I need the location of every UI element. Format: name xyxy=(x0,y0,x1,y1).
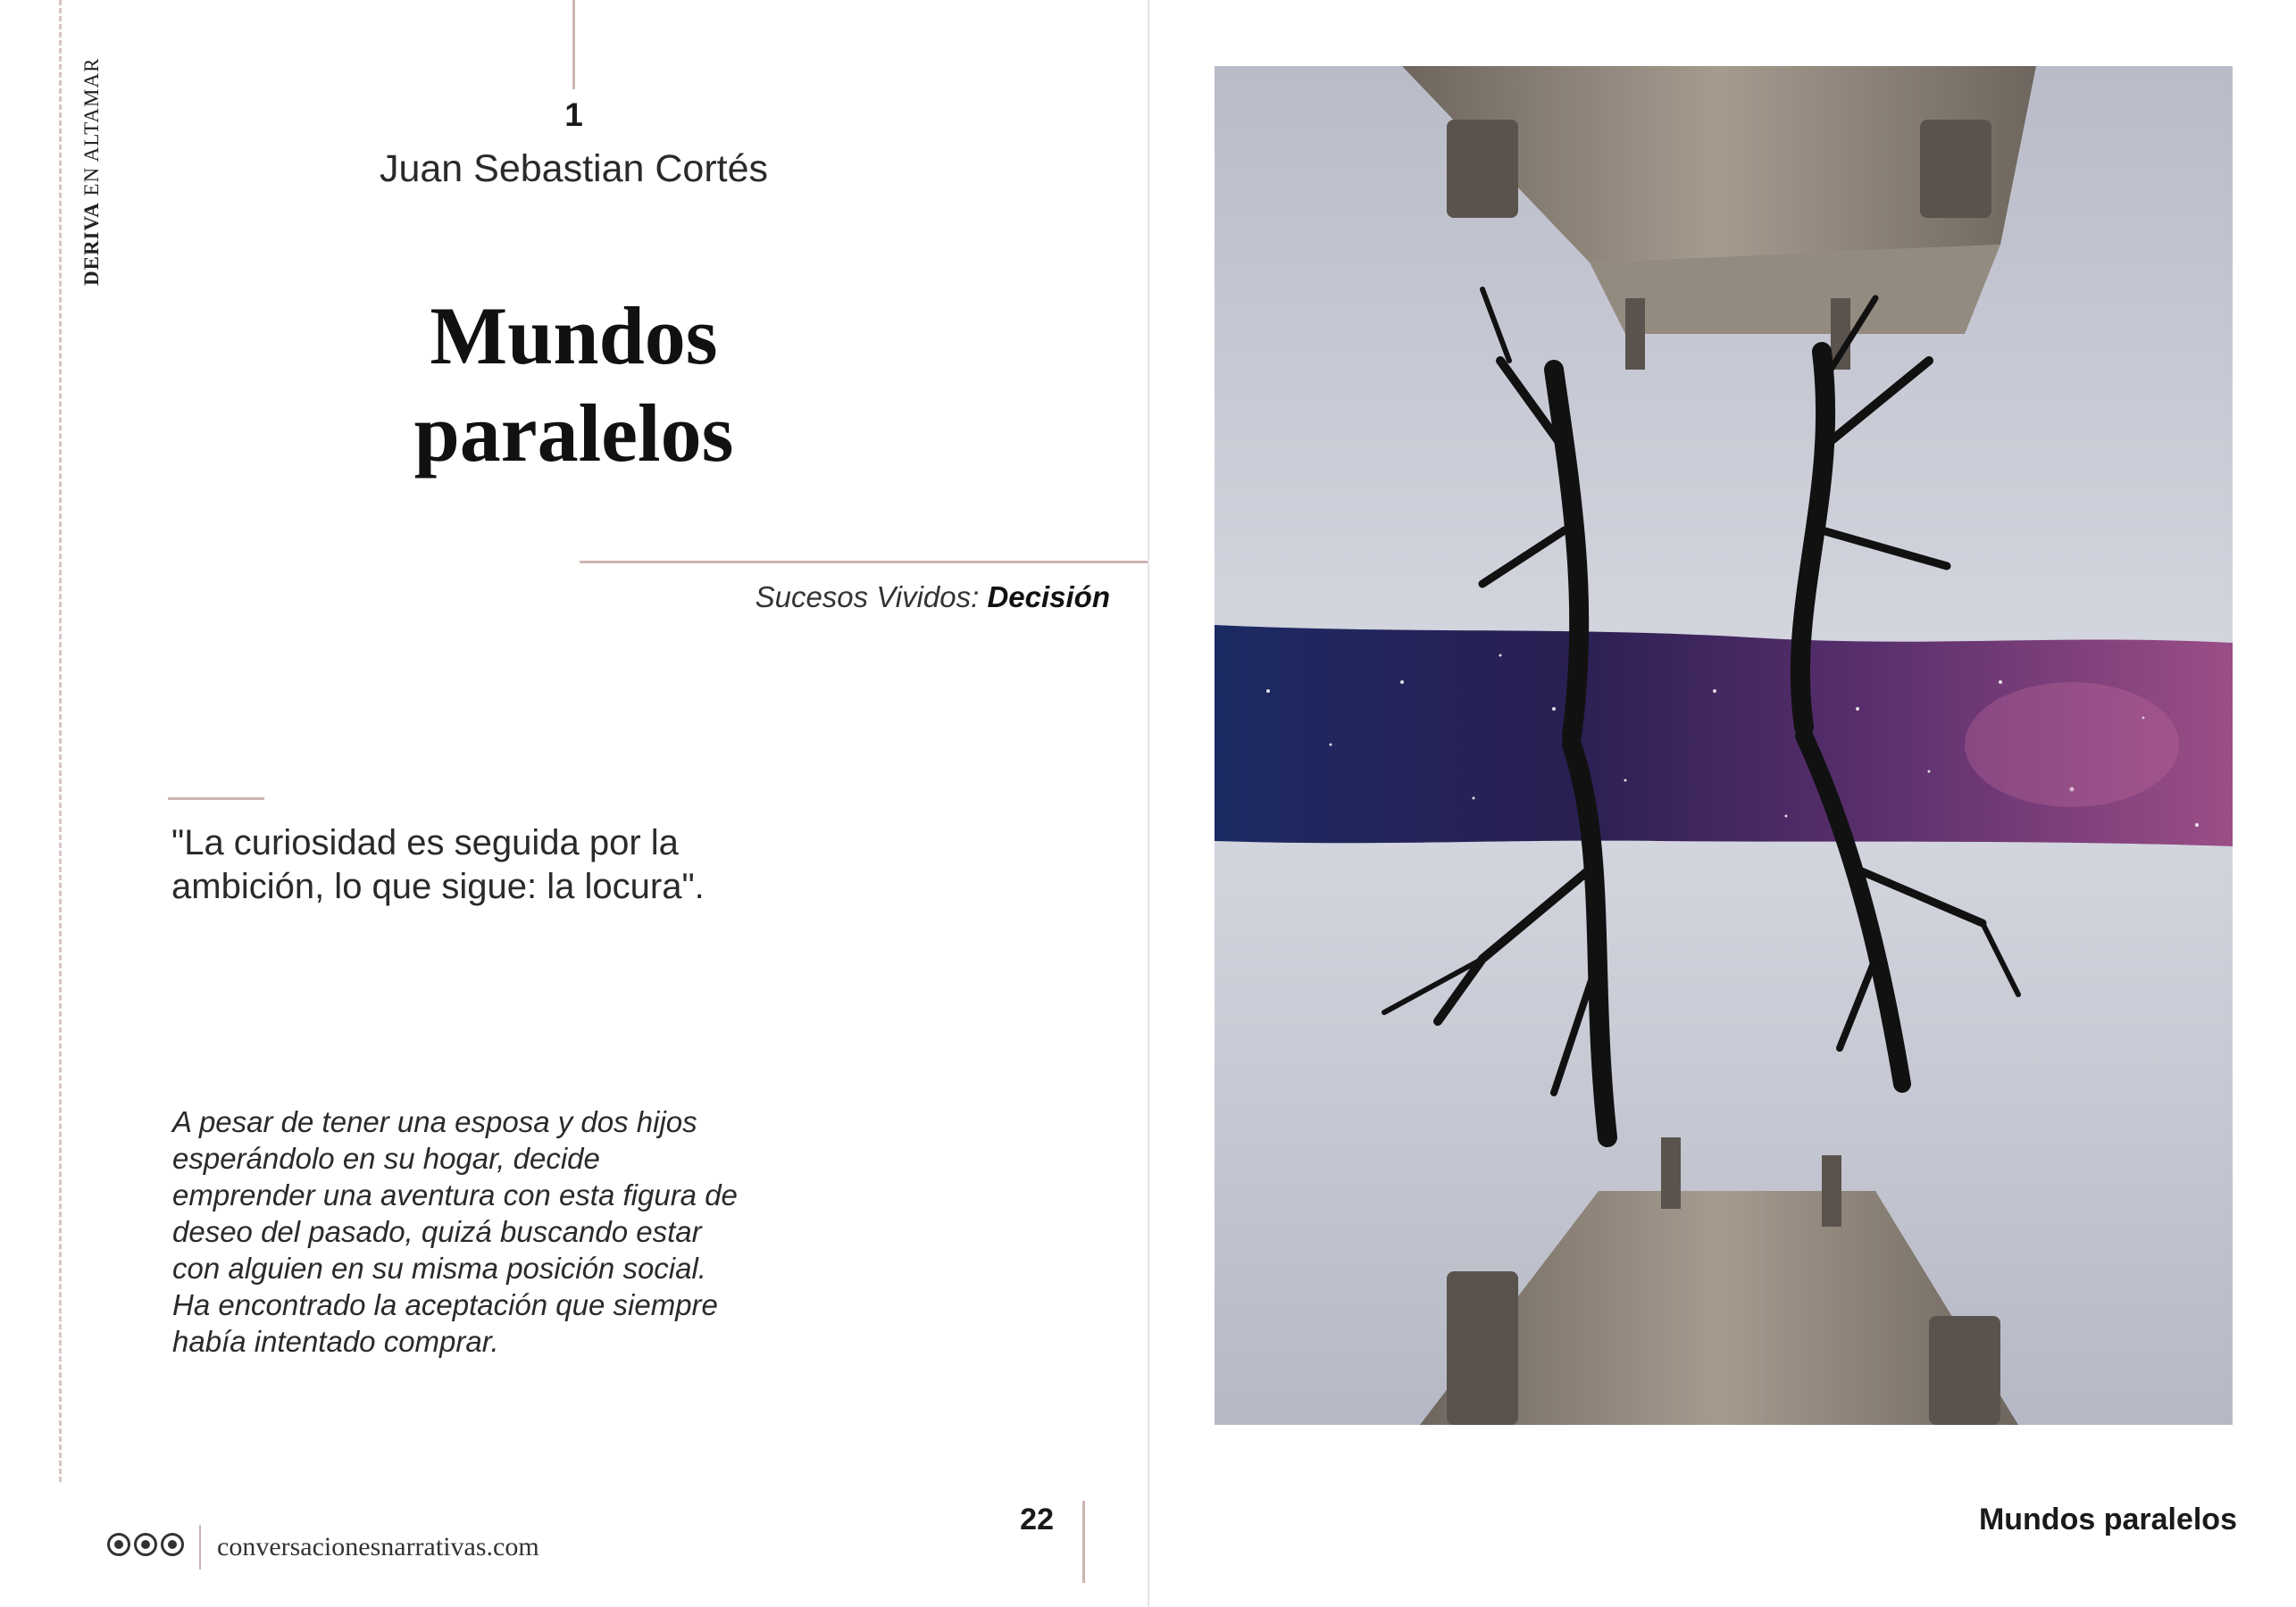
story-number: 1 xyxy=(564,96,583,133)
category-label: Sucesos Vividos: xyxy=(755,580,980,613)
story-title-line: paralelos xyxy=(413,387,734,479)
footer-separator xyxy=(199,1525,201,1570)
author-name: Juan Sebastian Cortés xyxy=(379,147,769,190)
artwork-illustration xyxy=(1215,66,2233,1425)
quote-divider xyxy=(168,797,264,800)
circle-icon xyxy=(107,1533,130,1556)
category-line xyxy=(756,580,1110,614)
story-title xyxy=(0,287,1148,482)
star-circle-icon xyxy=(134,1533,157,1556)
circle-icon xyxy=(161,1533,184,1556)
site-url[interactable]: conversacionesnarrativas.com xyxy=(217,1532,539,1561)
dashed-margin-line xyxy=(59,0,62,1482)
publisher-logo xyxy=(107,1533,184,1556)
magazine-name: DERIVA xyxy=(80,202,103,286)
footer-divider xyxy=(1082,1501,1085,1583)
pull-quote: "La curiosidad es seguida por la ambición, lo que sigue: la locura". xyxy=(171,823,705,906)
magazine-subtitle: EN ALTAMAR xyxy=(80,57,103,203)
right-page xyxy=(1149,0,2296,1607)
title-divider xyxy=(580,561,1148,563)
running-title: Mundos paralelos xyxy=(1978,1503,2237,1536)
story-synopsis: A pesar de tener una esposa y dos hijos esperándolo en su hogar, decide emprender una aventura con esta figura de deseo del pasado, quizá buscando estar con alguien en su misma posición social. Ha encontrado la aceptación que siempre había intentado comprar. xyxy=(172,1105,738,1358)
top-divider xyxy=(572,0,575,89)
story-artwork xyxy=(1215,66,2233,1425)
category-value: Decisión xyxy=(987,580,1110,613)
nebula-glow xyxy=(1965,682,2179,807)
story-title-line: Mundos xyxy=(430,290,718,381)
page-number: 22 xyxy=(1020,1503,1054,1536)
